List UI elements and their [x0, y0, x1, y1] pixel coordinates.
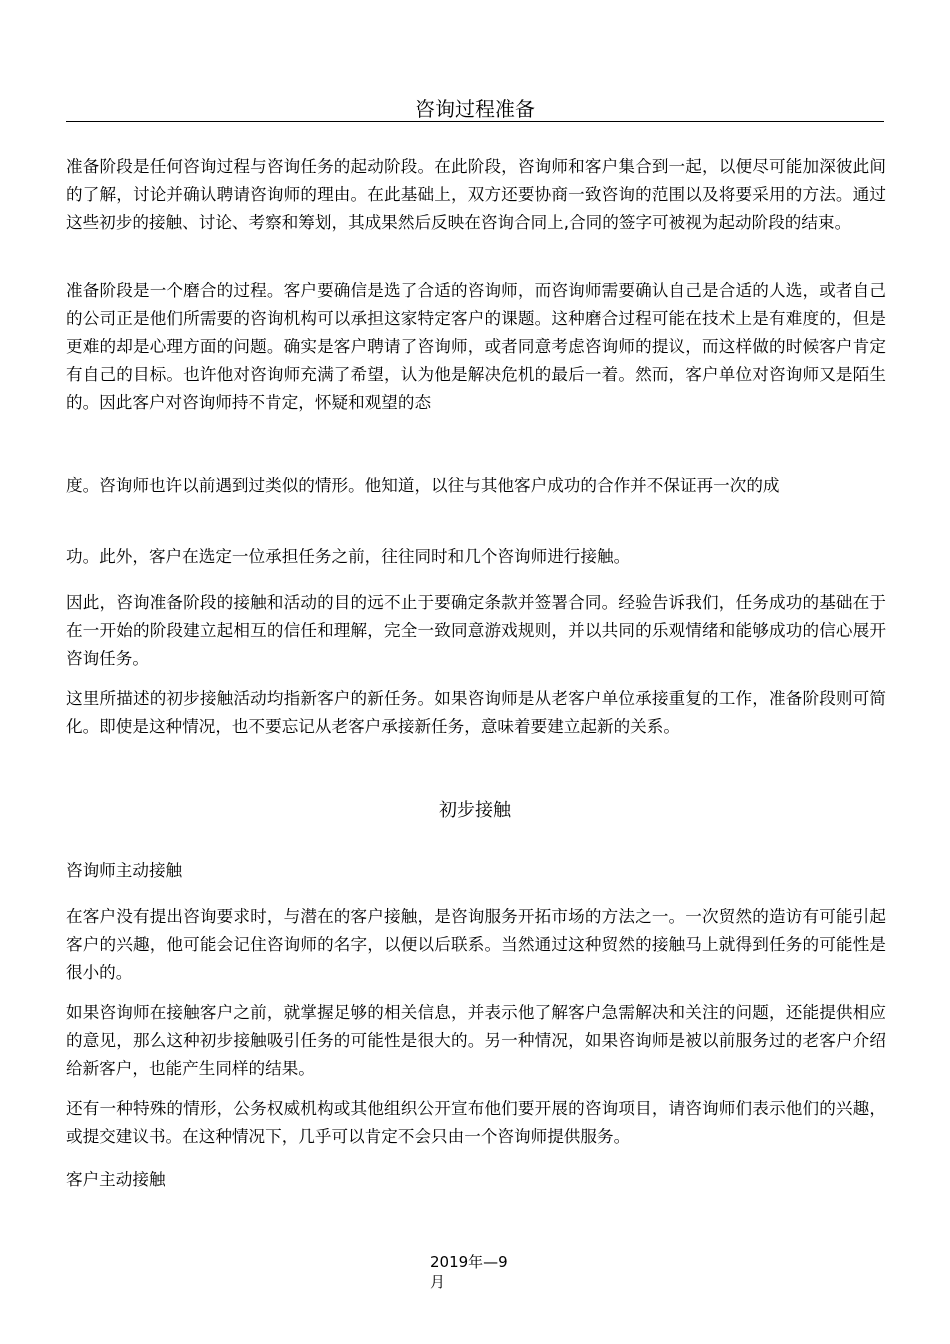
document-title: 咨询过程准备	[415, 97, 535, 121]
subheading-client-contact: 客户主动接触	[66, 1170, 166, 1189]
paragraph-section-2: 如果咨询师在接触客户之前，就掌握足够的相关信息，并表示他了解客户急需解决和关注的问题，还能提供相应的意见，那么这种初步接触吸引任务的可能性是很大的。另一种情况，如果咨询师是被以前服务过的老客户介绍给新客户，也能产生同样的结果。	[66, 1003, 886, 1078]
title-underline	[66, 121, 884, 122]
paragraph-intro-4: 功。此外，客户在选定一位承担任务之前，往往同时和几个咨询师进行接触。	[66, 547, 631, 566]
paragraph-intro-2: 准备阶段是一个磨合的过程。客户要确信是选了合适的咨询师，而咨询师需要确认自己是合适的人选，或者自己的公司正是他们所需要的咨询机构可以承担这家特定客户的课题。这种磨合过程可能在技术上是有难度的，但是更难的却是心理方面的问题。确实是客户聘请了咨询师，或者同意考虑咨询师的提议，而这样做的时候客户肯定有自己的目标。也许他对咨询师充满了希望，认为他是解决危机的最后一着。然而，客户单位对咨询师又是陌生的。因此客户对咨询师持不肯定，怀疑和观望的态	[66, 281, 886, 412]
subheading-consultant-contact: 咨询师主动接触	[66, 861, 183, 880]
paragraph-section-1: 在客户没有提出咨询要求时，与潜在的客户接触，是咨询服务开拓市场的方法之一。一次贸然的造访有可能引起客户的兴趣，他可能会记住咨询师的名字，以便以后联系。当然通过这种贸然的接触马上就得到任务的可能性是很小的。	[66, 907, 886, 982]
paragraph-intro-6: 这里所描述的初步接触活动均指新客户的新任务。如果咨询师是从老客户单位承接重复的工作，准备阶段则可简化。即使是这种情况，也不要忘记从老客户承接新任务，意味着要建立起新的关系。	[66, 689, 886, 736]
footer-date: 2019年—9月	[430, 1253, 508, 1291]
paragraph-section-3: 还有一种特殊的情形，公务权威机构或其他组织公开宣布他们要开展的咨询项目，请咨询师们表示他们的兴趣，或提交建议书。在这种情况下，几乎可以肯定不会只由一个咨询师提供服务。	[66, 1099, 886, 1146]
paragraph-intro-5: 因此，咨询准备阶段的接触和活动的目的远不止于要确定条款并签署合同。经验告诉我们，任务成功的基础在于在一开始的阶段建立起相互的信任和理解，完全一致同意游戏规则，并以共同的乐观情绪和能够成功的信心展开咨询任务。	[66, 593, 886, 668]
paragraph-intro-3: 度。咨询师也许以前遇到过类似的情形。他知道，以往与其他客户成功的合作并不保证再一次的成	[66, 476, 780, 495]
section-title: 初步接触	[439, 800, 511, 821]
page-footer	[0, 1252, 950, 1292]
paragraph-intro-1: 准备阶段是任何咨询过程与咨询任务的起动阶段。在此阶段，咨询师和客户集合到一起，以便尽可能加深彼此间的了解，讨论并确认聘请咨询师的理由。在此基础上，双方还要协商一致咨询的范围以及将要采用的方法。通过这些初步的接触、讨论、考察和筹划，其成果然后反映在咨询合同上,合同的签字可被视为起动阶段的结束。	[66, 157, 886, 232]
